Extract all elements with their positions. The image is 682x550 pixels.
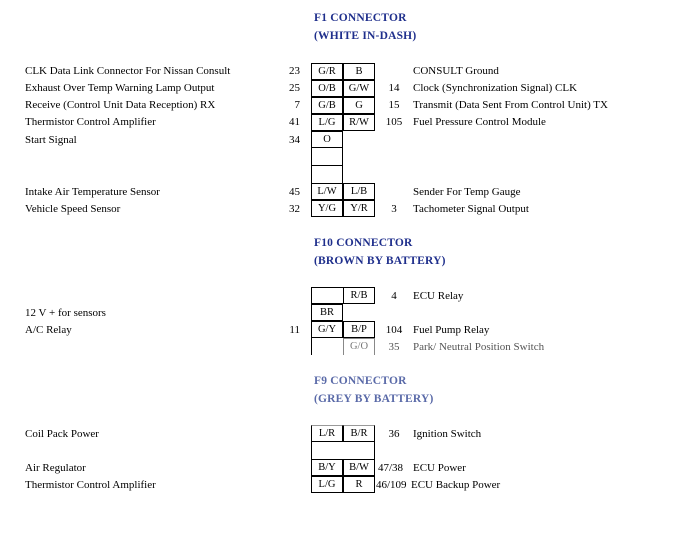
f1-row-4-wire-2: R/W bbox=[343, 114, 375, 131]
f10-row-3-left-label: A/C Relay bbox=[25, 324, 72, 336]
f9-row-1-left-label: Coil Pack Power bbox=[25, 428, 99, 440]
f9-row-2-right-pin: 47/38 bbox=[378, 462, 404, 474]
f10-row-4-right-label: Park/ Neutral Position Switch bbox=[413, 341, 545, 353]
f1-row-7-right-pin: 3 bbox=[391, 203, 397, 215]
f9-row-3-right-label: ECU Backup Power bbox=[411, 479, 501, 491]
f1-row-7-wire-1: Y/G bbox=[311, 200, 343, 217]
f1-row-7-left-label: Vehicle Speed Sensor bbox=[25, 203, 121, 215]
f1-row-3-left-pin: 7 bbox=[294, 99, 300, 111]
f1-row-3-wire-1: G/B bbox=[311, 97, 343, 114]
f1-row-2-wire-2: G/W bbox=[343, 80, 375, 97]
f1-row-4-left-label: Thermistor Control Amplifier bbox=[25, 116, 156, 128]
f10-connector-subtitle: (BROWN BY BATTERY) bbox=[314, 255, 446, 267]
f1-row-3-right-label: Transmit (Data Sent From Control Unit) TX bbox=[413, 99, 608, 111]
f9-row-2-right-label: ECU Power bbox=[413, 462, 466, 474]
f10-row-1-right-label: ECU Relay bbox=[413, 290, 464, 302]
f10-row-1-right-pin: 4 bbox=[391, 290, 397, 302]
f1-row-4-wire-1: L/G bbox=[311, 114, 343, 131]
f1-row-4-right-label: Fuel Pressure Control Module bbox=[413, 116, 546, 128]
f10-row-3-right-pin: 104 bbox=[385, 324, 403, 336]
f1-row-4-left-pin: 41 bbox=[289, 116, 300, 128]
f10-row-4-right-pin: 35 bbox=[388, 341, 400, 353]
f1-row-2-right-label: Clock (Synchronization Signal) CLK bbox=[413, 82, 578, 94]
f1-row-3-left-label: Receive (Control Unit Data Reception) RX bbox=[25, 99, 216, 111]
f1-row-5-left-label: Start Signal bbox=[25, 134, 77, 146]
f10-row-3-wire-2: B/P bbox=[343, 321, 375, 338]
f9-row-1-right-label: Ignition Switch bbox=[413, 428, 482, 440]
f10-row-3-wire-1: G/Y bbox=[311, 321, 343, 338]
f1-row-7-right-label: Tachometer Signal Output bbox=[413, 203, 529, 215]
f9-row-2-wire-1: B/Y bbox=[311, 459, 343, 476]
f10-row-4-wire-2: G/O bbox=[343, 338, 375, 355]
f10-row-1-wire-1 bbox=[311, 287, 343, 304]
f1-connector-subtitle: (WHITE IN-DASH) bbox=[314, 30, 417, 42]
f1-row-1-wire-2: B bbox=[343, 63, 375, 80]
f1-blank-block-divider bbox=[311, 165, 343, 166]
f1-row-6-right-label: Sender For Temp Gauge bbox=[413, 186, 521, 198]
f1-row-1-left-label: CLK Data Link Connector For Nissan Consult bbox=[25, 65, 231, 77]
f1-row-5-left-pin: 34 bbox=[289, 134, 300, 146]
f1-row-2-right-pin: 14 bbox=[388, 82, 400, 94]
f10-connector-title: F10 CONNECTOR bbox=[314, 237, 413, 249]
f1-row-6-left-pin: 45 bbox=[289, 186, 300, 198]
f10-row-4-left-edge bbox=[311, 338, 312, 355]
f1-row-2-wire-1: O/B bbox=[311, 80, 343, 97]
f1-row-3-right-pin: 15 bbox=[388, 99, 400, 111]
f9-row-3-wire-2: R bbox=[343, 476, 375, 493]
f1-connector-title: F1 CONNECTOR bbox=[314, 12, 407, 24]
f10-row-2-left-label: 12 V + for sensors bbox=[25, 307, 106, 319]
f1-row-1-right-label: CONSULT Ground bbox=[413, 65, 499, 77]
f1-row-6-wire-2: L/B bbox=[343, 183, 375, 200]
f10-row-3-right-label: Fuel Pump Relay bbox=[413, 324, 490, 336]
f1-row-2-left-label: Exhaust Over Temp Warning Lamp Output bbox=[25, 82, 215, 94]
f9-row-2-left-label: Air Regulator bbox=[25, 462, 86, 474]
f1-row-1-left-pin: 23 bbox=[289, 65, 300, 77]
f9-row-3-right-pin: 46/109 bbox=[376, 479, 407, 491]
f1-row-6-wire-1: L/W bbox=[311, 183, 343, 200]
f1-row-7-left-pin: 32 bbox=[289, 203, 300, 215]
f1-row-4-right-pin: 105 bbox=[385, 116, 403, 128]
f9-gap-left-edge bbox=[311, 442, 312, 459]
f1-row-2-left-pin: 25 bbox=[289, 82, 300, 94]
f1-row-7-wire-2: Y/R bbox=[343, 200, 375, 217]
f9-row-3-left-label: Thermistor Control Amplifier bbox=[25, 479, 156, 491]
f10-row-2-wire-1: BR bbox=[311, 304, 343, 321]
f10-row-1-wire-2: R/B bbox=[343, 287, 375, 304]
f9-gap-right-edge bbox=[374, 442, 375, 459]
f9-row-3-wire-1: L/G bbox=[311, 476, 343, 493]
f1-row-5-wire-1: O bbox=[311, 131, 343, 148]
f9-row-1-wire-2: B/R bbox=[343, 425, 375, 442]
f9-connector-subtitle: (GREY BY BATTERY) bbox=[314, 393, 434, 405]
f1-row-1-wire-1: G/R bbox=[311, 63, 343, 80]
f10-row-3-left-pin: 11 bbox=[289, 324, 300, 336]
f1-row-3-wire-2: G bbox=[343, 97, 375, 114]
f9-connector-title: F9 CONNECTOR bbox=[314, 375, 407, 387]
f9-row-1-right-pin: 36 bbox=[388, 428, 400, 440]
f9-row-2-wire-2: B/W bbox=[343, 459, 375, 476]
f1-row-6-left-label: Intake Air Temperature Sensor bbox=[25, 186, 160, 198]
f9-row-1-wire-1: L/R bbox=[311, 425, 343, 442]
